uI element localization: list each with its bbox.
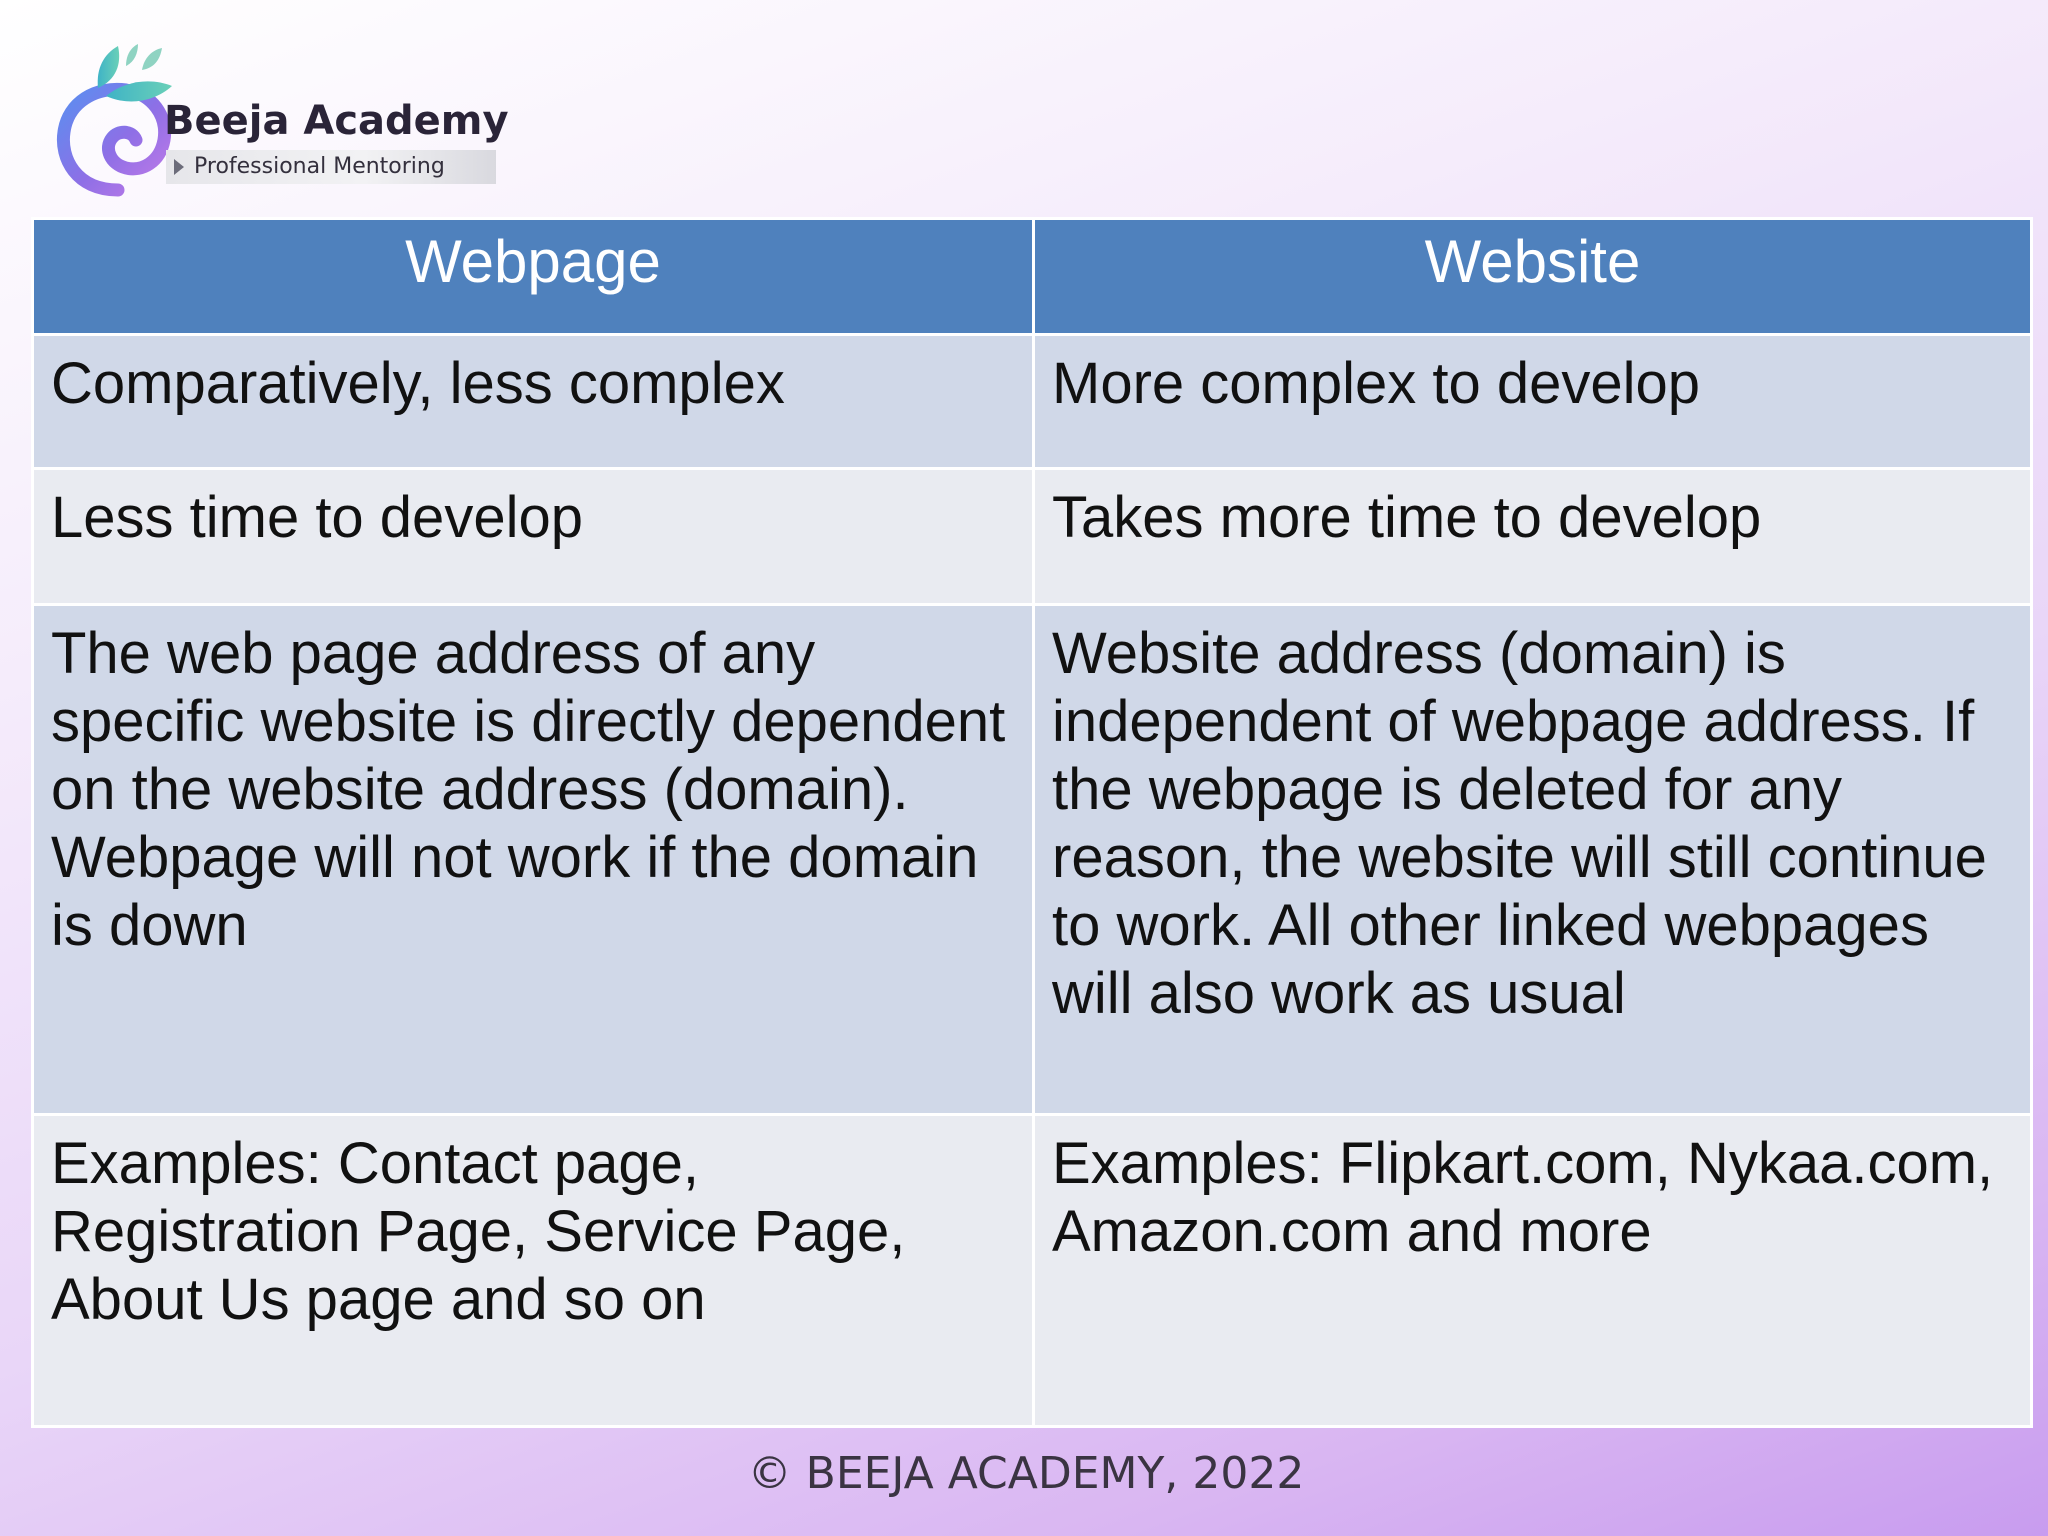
comparison-table (31, 217, 2033, 1428)
table-row (33, 469, 2032, 605)
brand-tagline: Professional Mentoring (166, 150, 496, 184)
table-cell: Less time to develop (33, 469, 1034, 605)
table-row (33, 1115, 2032, 1427)
table-cell: Takes more time to develop (1034, 469, 2032, 605)
table-cell: Examples: Flipkart.com, Nykaa.com, Amazon.com and more (1034, 1115, 2032, 1427)
column-header-webpage: Webpage (33, 219, 1034, 335)
table-row (33, 335, 2032, 469)
brand-name: Beeja Academy (164, 98, 509, 144)
copyright-footer: © BEEJA ACADEMY, 2022 (747, 1448, 1305, 1499)
table-cell: More complex to develop (1034, 335, 2032, 469)
table-row (33, 605, 2032, 1115)
brand-logo (56, 40, 516, 210)
table-cell: Comparatively, less complex (33, 335, 1034, 469)
table-cell: The web page address of any specific website is directly dependent on the website address (domain). Webpage will not work if the domain is down (33, 605, 1034, 1115)
table-header-row (33, 219, 2032, 335)
table-cell: Examples: Contact page, Registration Page, Service Page, About Us page and so on (33, 1115, 1034, 1427)
table-cell: Website address (domain) is independent of webpage address. If the webpage is deleted for any reason, the website will still continue to work. All other linked webpages will also work as usual (1034, 605, 2032, 1115)
column-header-website: Website (1034, 219, 2032, 335)
